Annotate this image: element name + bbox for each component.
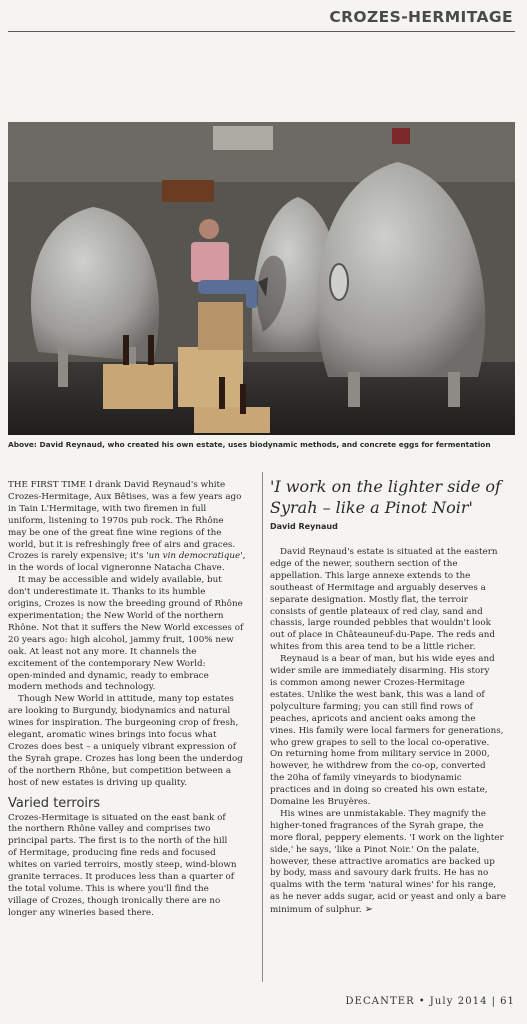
cellar-illustration bbox=[8, 122, 515, 435]
body-paragraph: Though New World in attitude, many top estates are looking to Burgundy, biodynamics and natural wines for inspiration. The burgeoning crop of fresh, elegant, aromatic wines brings into focus what Crozes does best – a uniquely vibrant expression of the Syrah grape. Crozes has long been the underdog of the northern Rhône, but competition between a host of new estates is driving up quality. bbox=[8, 694, 243, 788]
issue-date: July 2014 bbox=[429, 996, 488, 1007]
body-paragraph: Reynaud is a bear of man, but his wide eyes and wider smile are immediately disarming. His story is common among newer Crozes-Hermitage estates. Unlike the west bank, this was a land of polyculture farming; you can still find rows of peaches, apricots and ancient oaks among the vines. His family were local farmers for generations, who grew grapes to sell to the local co-operative. On returning home from military service in 2000, however, he withdrew from the co-op, converted the 20ha of family vineyards to biodynamic practices and in doing so created his own estate, Domaine les Bruyères. bbox=[270, 654, 504, 808]
body-paragraph: THE FIRST TIME I drank David Reynaud's white Crozes-Hermitage, Aux Bêtises, was a few years ago in Tain L'Hermitage, with two firemen in full uniform, listening to 1970s pub rock. The Rhône may be one of the great fine wine regions of the world, but it is refreshingly free of airs and graces. Crozes is rarely expensive; it's 'un vin democratique', in the words of local vigneronne Natacha Chave. bbox=[8, 480, 246, 574]
pull-quote-attribution: David Reynaud bbox=[270, 522, 338, 531]
column-divider bbox=[262, 472, 263, 982]
body-paragraph: His wines are unmistakable. They magnify the higher-toned fragrances of the Syrah grape, the more floral, peppery elements. 'I work on the lighter side,' he says, 'like a Pinot Noir.' On the palate, however, these attractive aromatics are backed up by body, mass and savoury dark fruits. He has no qualms with the term 'natural wines' for his range, as he never adds sugar, acid or yeast and only a bare minimum of sulphur. ➢ bbox=[270, 808, 506, 916]
lead-in: THE FIRST TIME bbox=[8, 480, 87, 490]
section-title: CROZES-HERMITAGE bbox=[329, 8, 513, 26]
magazine-name: DECANTER bbox=[345, 996, 415, 1007]
arrow-right-icon: ➢ bbox=[364, 904, 374, 916]
page-footer: DECANTER • July 2014 | 61 bbox=[345, 996, 515, 1007]
pull-quote: 'I work on the lighter side of Syrah – like a Pinot Noir' bbox=[270, 477, 501, 517]
right-column bbox=[270, 476, 517, 917]
quote-italic: 'un vin democratique', bbox=[146, 551, 246, 562]
body-paragraph: Crozes-Hermitage is situated on the east bank of the northern Rhône valley and comprises two principal parts. The first is to the north of the hill of Hermitage, producing fine reds and focused whites on varied terroirs, mostly steep, wind-blown granite terraces. It produces less than a quarter of the total volume. This is where you'll find the village of Crozes, though ironically there are no longer any wineries based there. bbox=[8, 812, 237, 918]
page-number: 61 bbox=[500, 996, 515, 1007]
body-paragraph: It may be accessible and widely available, but don't underestimate it. Thanks to its humble origins, Crozes is now the breeding ground of Rhône experimentation; the New World of the northern Rhône. Not that it suffers the New World excesses of 20 years ago: high alcohol, jammy fruit, 100% new oak. At least not any more. It channels the excitement of the contemporary New World: open-minded and dynamic, ready to embrace modern methods and technology. bbox=[8, 575, 244, 693]
header-rule bbox=[8, 31, 515, 32]
cellar-photo bbox=[8, 122, 515, 435]
body-paragraph: David Reynaud's estate is situated at the eastern edge of the newer, southern section of the appellation. This large annexe extends to the southeast of Hermitage and arguably deserves a separate designation. Mostly flat, the terroir consists of gentle plateaux of red clay, sand and chassis, large rounded pebbles that wouldn't look out of place in Châteauneuf-du-Pape. The reds and whites from this area tend to be a little richer. bbox=[270, 547, 498, 653]
left-column bbox=[8, 480, 255, 920]
photo-caption: Above: David Reynaud, who created his own estate, uses biodynamic methods, and concrete eggs for fermentation bbox=[8, 440, 491, 449]
subheading: Varied terroirs bbox=[8, 795, 101, 811]
